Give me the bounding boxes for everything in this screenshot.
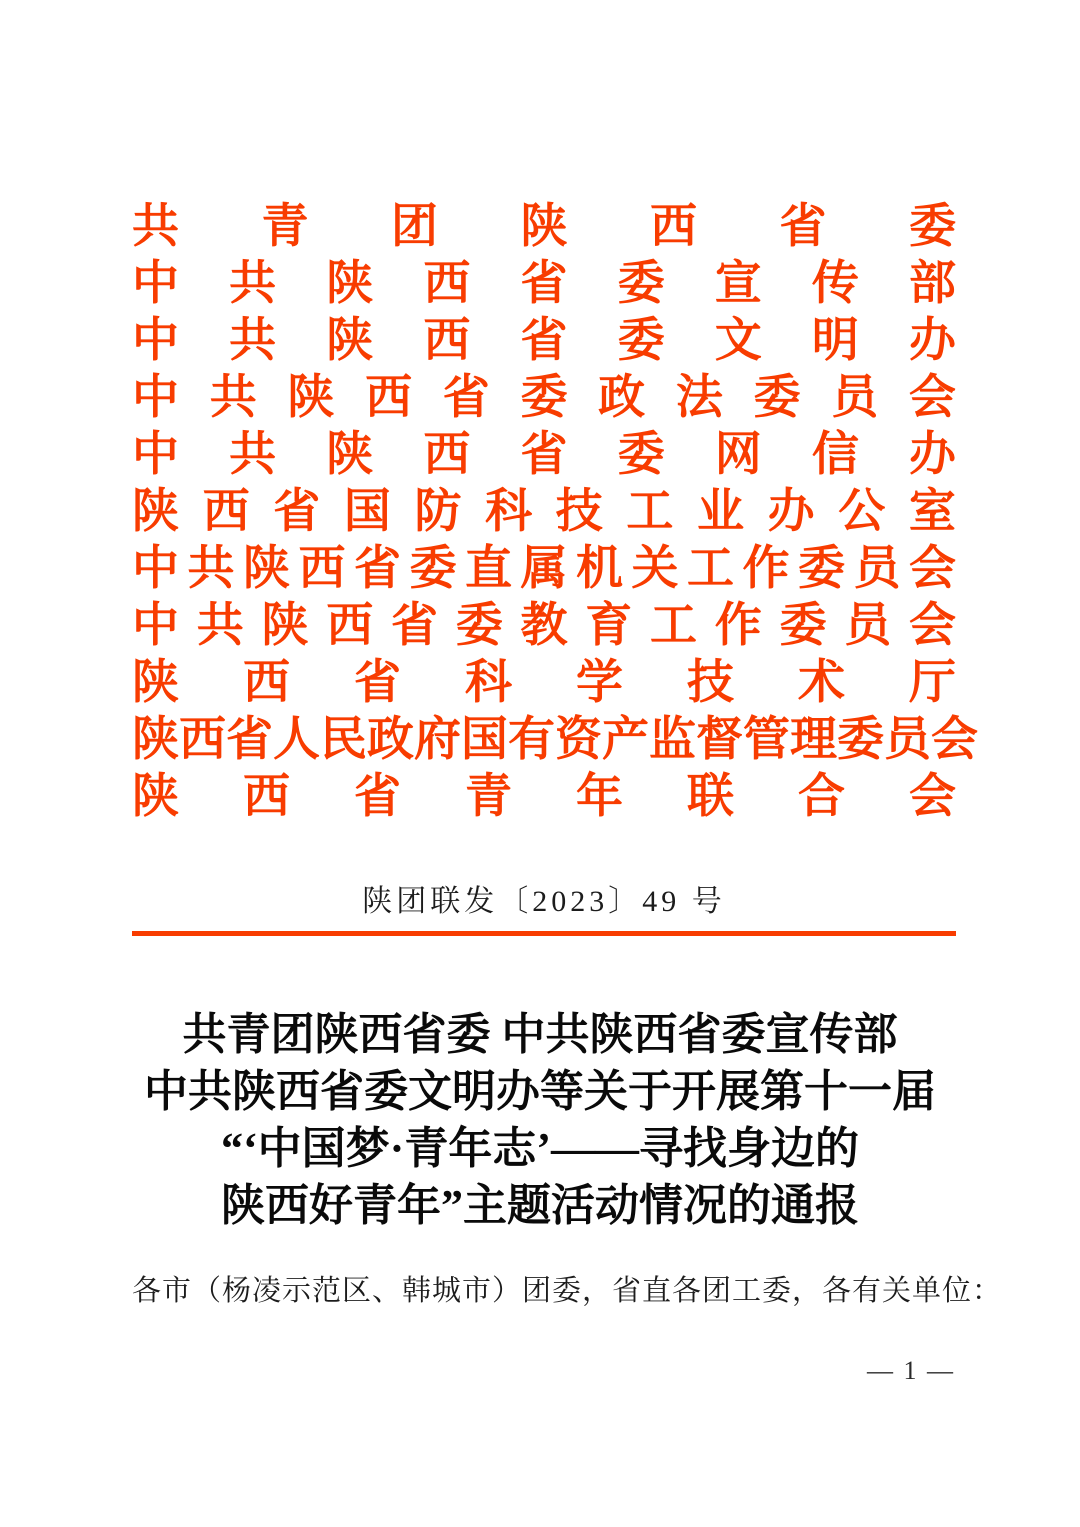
document-title-line-4: 陕西好青年”主题活动情况的通报 [221,1181,859,1230]
letterhead [132,194,978,823]
letterhead-org-line-5: 中 共 陕 西 省 委 网 信 办 [132,429,956,481]
letterhead-org-line-1: 共 青 团 陕 西 省 委 [132,201,956,253]
letterhead-org-line-3: 中 共 陕 西 省 委 文 明 办 [132,315,956,367]
document-title [0,1006,1080,1234]
document-title-line-3: “‘中国梦·青年志’——寻找身边的 [221,1124,859,1173]
letterhead-org-line-4: 中 共 陕 西 省 委 政 法 委 员 会 [132,372,956,424]
letterhead-org-line-8: 中 共 陕 西 省 委 教 育 工 作 委 员 会 [132,600,956,652]
letterhead-org-line-7: 中 共 陕 西 省 委 直 属 机 关 工 作 委 员 会 [132,543,956,595]
salutation-line: 各市（杨凌示范区、韩城市）团委，省直各团工委，各有关单位： [132,1275,1003,1307]
red-divider-line [132,931,956,936]
letterhead-org-line-6: 陕 西 省 国 防 科 技 工 业 办 公 室 [132,486,956,538]
letterhead-org-line-10: 陕 西 省 人 民 政 府 国 有 资 产 监 督 管 理 委 员 会 [132,714,978,766]
page-number: — 1 — [867,1356,955,1385]
document-title-line-1: 共青团陕西省委 中共陕西省委宣传部 [182,1010,898,1059]
letterhead-org-line-2: 中 共 陕 西 省 委 宣 传 部 [132,258,956,310]
document-title-line-2: 中共陕西省委文明办等关于开展第十一届 [144,1067,936,1116]
letterhead-org-line-9: 陕 西 省 科 学 技 术 厅 [132,657,956,709]
document-number: 陕团联发〔2023〕49 号 [362,885,726,918]
letterhead-org-line-11: 陕 西 省 青 年 联 合 会 [132,771,956,823]
